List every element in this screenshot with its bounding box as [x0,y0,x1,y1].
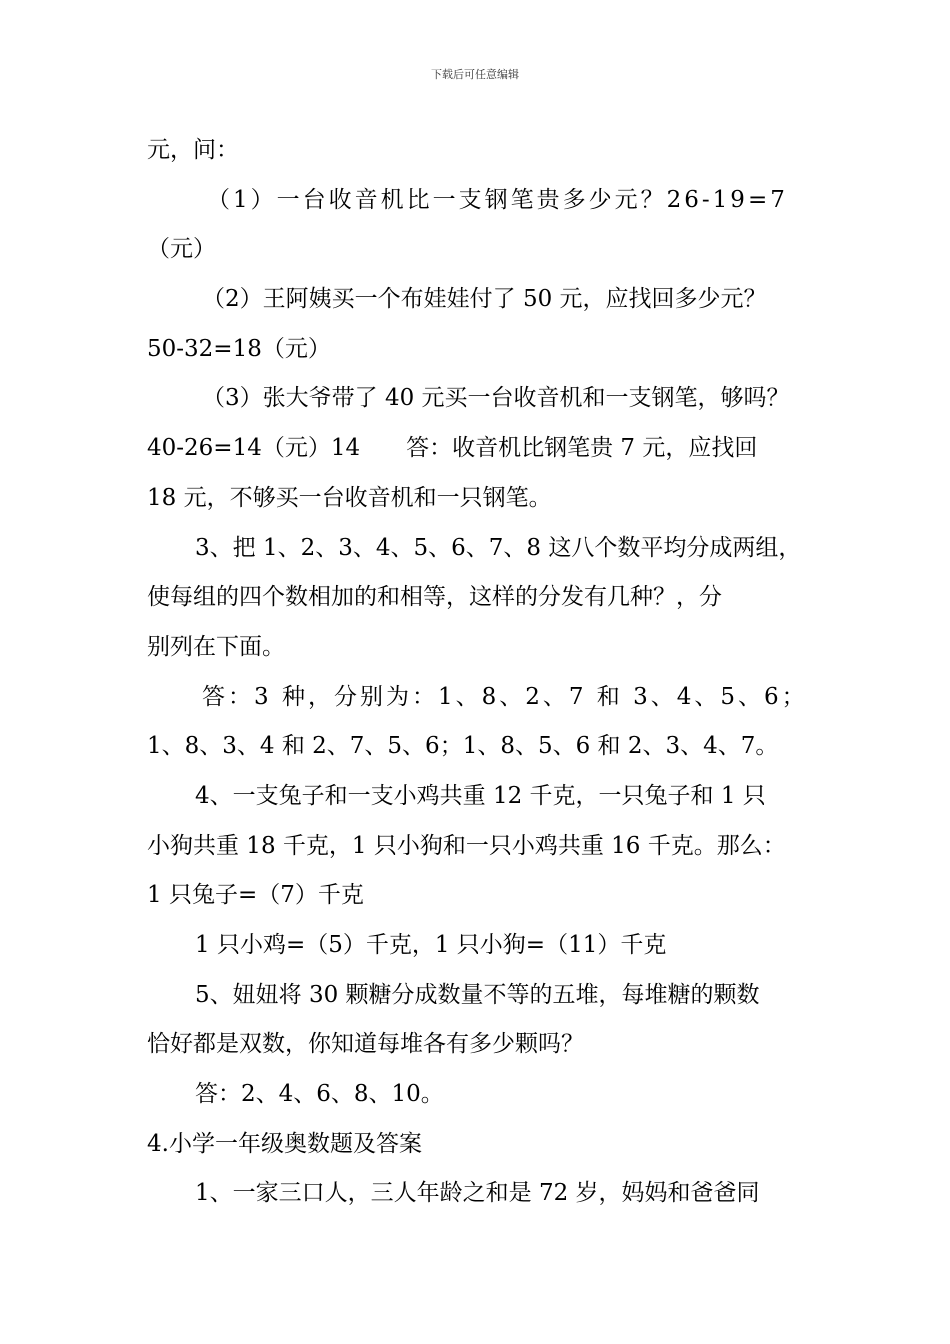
text-line: 1、8、3、4 和 2、7、5、6；1、8、5、6 和 2、3、4、7。 [147,733,779,760]
text-line: 18 元，不够买一台收音机和一只钢笔。 [147,484,552,511]
text-line: 1、一家三口人，三人年龄之和是 72 岁，妈妈和爸爸同 [195,1180,760,1207]
text-line: 3、把 1、2、3、4、5、6、7、8 这八个数平均分成两组， [195,534,802,561]
text-line: 40-26=14（元）14 答：收音机比钢笔贵 7 元，应找回 [147,435,758,462]
text-line: 小狗共重 18 千克，1 只小狗和一只小鸡共重 16 千克。那么： [147,832,786,859]
text-line: 50-32=18（元） [147,335,331,362]
text-line: （1）一台收音机比一支钢笔贵多少元？26-19=7 [207,186,788,213]
text-line: 4、一支兔子和一支小鸡共重 12 千克，一只兔子和 1 只 [195,782,766,809]
document-body [147,126,827,1219]
text-line: 5、妞妞将 30 颗糖分成数量不等的五堆，每堆糖的颗数 [195,981,760,1008]
text-line: 使每组的四个数相加的和相等，这样的分发有几种？，分 [147,584,722,611]
text-line: 恰好都是双数，你知道每堆各有多少颗吗？ [147,1031,584,1058]
answer-line: 答：3 种，分别为：1、8、2、7 和 3、4、5、6； [202,683,808,710]
text-line: （3）张大爷带了 40 元买一台收音机和一支钢笔，够吗？ [202,385,790,412]
page-header-note: 下载后可任意编辑 [431,68,519,81]
text-line: （元） [147,236,216,263]
answer-line: 答：2、4、6、8、10。 [195,1081,444,1108]
text-line: （2）王阿姨买一个布娃娃付了 50 元，应找回多少元？ [202,286,767,313]
text-line: 元，问： [147,137,239,163]
text-line: 1 只小鸡=（5）千克，1 只小狗=（11）千克 [195,932,667,958]
section-heading: 4.小学一年级奥数题及答案 [147,1130,422,1157]
text-line: 1 只兔子=（7）千克 [147,882,364,909]
text-line: 别列在下面。 [147,633,285,660]
